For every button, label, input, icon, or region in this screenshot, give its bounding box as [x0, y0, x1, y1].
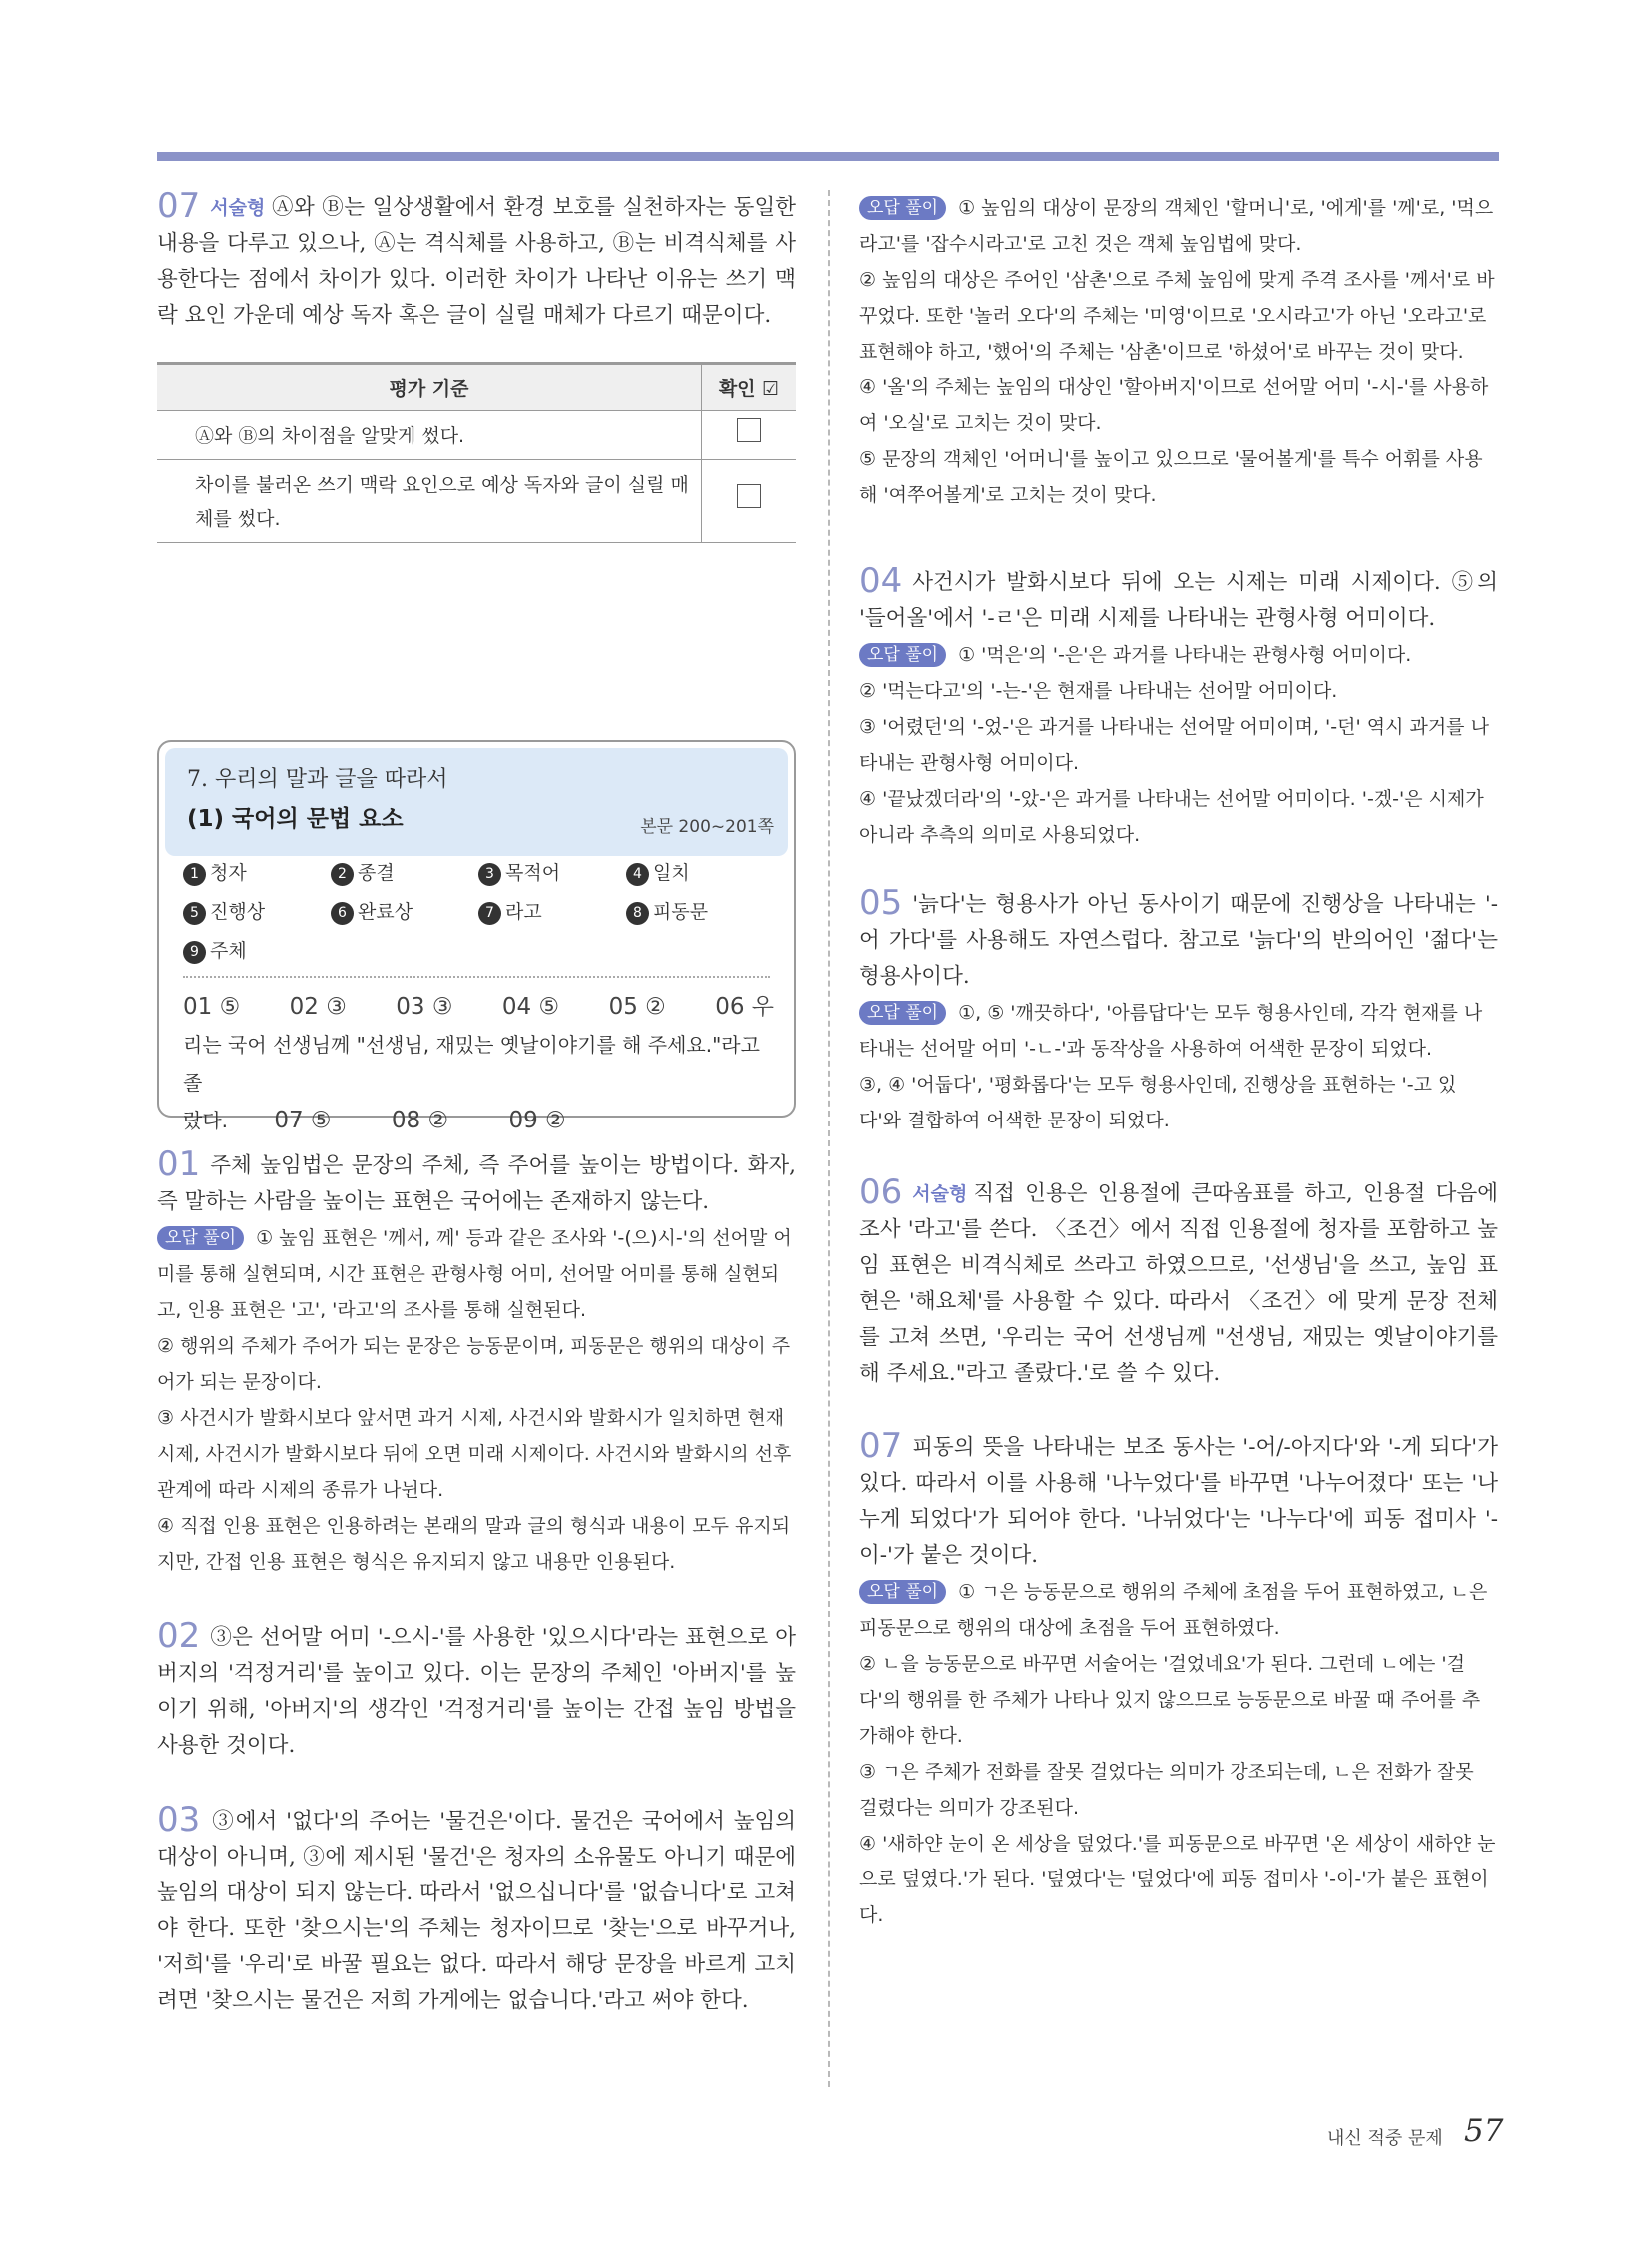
question-07-answer — [157, 186, 796, 334]
explanation-line: ② 높임의 대상은 주어인 '삼촌'으로 주체 높임에 맞게 주격 조사를 '께서'로 바꾸었다. 또한 '놀러 오다'의 주체는 '미영'이므로 '오시라고'가 아닌 '오라고'로 표현해야 하고, '했어'의 주체는 '삼촌'이므로 '하셨어'로 바꾸는 것이 맞다. — [859, 269, 1495, 363]
question-07-answer — [859, 1426, 1498, 1574]
answer-02: 02 ③ — [289, 994, 347, 1020]
answer-06: 06 우 — [715, 994, 774, 1020]
answer-text: 사건시가 발화시보다 뒤에 오는 시제는 미래 시제이다. ⑤의 '들어올'에서 '-ㄹ'은 미래 시제를 나타내는 관형사형 어미이다. — [859, 570, 1498, 631]
answer-text: ③은 선어말 어미 '-으시-'를 사용한 '있으시다'라는 표현으로 아버지의 '걱정거리'를 높이고 있다. 이는 문장의 주체인 '아버지'를 높이기 위해, '아버지'의 생각인 '걱정거리'를 높이는 간접 높임 방법을 사용한 것이다. — [157, 1625, 796, 1758]
explanation-line: ④ 직접 인용 표현은 인용하려는 본래의 말과 글의 형식과 내용이 모두 유지되지만, 간접 인용 표현은 형식은 유지되지 않고 내용만 인용된다. — [157, 1515, 791, 1573]
explanation-line: ② ㄴ을 능동문으로 바꾸면 서술어는 '걸었네요'가 된다. 그런데 ㄴ에는 '걸다'의 행위를 한 주체가 나타나 있지 않으므로 능동문으로 바꿀 때 주어를 추가해야 한다. — [859, 1653, 1481, 1747]
page-number: 57 — [1464, 2113, 1504, 2149]
answer-09: 09 ② — [508, 1108, 566, 1133]
wrong-answer-explanation — [157, 1220, 796, 1580]
question-03-answer — [157, 1800, 796, 2019]
term-item: 9 주체 — [183, 936, 247, 964]
answer-text: 피동의 뜻을 나타내는 보조 동사는 '-어/-아지다'와 '-게 되다'가 있다. 따라서 이를 사용해 '나누었다'를 바꾸면 '나누어졌다' 또는 '나누게 되었다'가 되어야 한다. '나뉘었다'는 '나누다'에 피동 접미사 '-이-'가 붙은 것이다. — [859, 1435, 1498, 1568]
chapter-title: 7. 우리의 말과 글을 따라서 — [187, 767, 448, 792]
explanation-line: ⑤ 문장의 객체인 '어머니'를 높이고 있으므로 '물어볼게'를 특수 어휘를 사용해 '여쭈어볼게'로 고치는 것이 맞다. — [859, 448, 1483, 506]
question-05-answer — [859, 883, 1498, 995]
question-number: 07 — [859, 1426, 903, 1466]
question-01-answer — [157, 1144, 796, 1220]
explanation-line: ④ '끝났겠더라'의 '-았-'은 과거를 나타내는 선어말 어미이다. '-겠-'은 시제가 아니라 추측의 의미로 사용되었다. — [859, 788, 1484, 846]
explanation-line: ② 행위의 주체가 주어가 되는 문장은 능동문이며, 피동문은 행위의 대상이 주어가 되는 문장이다. — [157, 1335, 791, 1393]
column-divider — [828, 190, 830, 2087]
essay-tag: 서술형 — [210, 197, 266, 219]
evaluation-table — [157, 362, 796, 543]
question-number: 03 — [157, 1800, 201, 1840]
question-number: 05 — [859, 883, 903, 923]
answer-text: 주체 높임법은 문장의 주체, 즉 주어를 높이는 방법이다. 화자, 즉 말하는 사람을 높이는 표현은 국어에는 존재하지 않는다. — [157, 1153, 796, 1214]
question-04-answer — [859, 561, 1498, 637]
answer-text: '늙다'는 형용사가 아닌 동사이기 때문에 진행상을 나타내는 '-어 가다'를 사용해도 자연스럽다. 참고로 '늙다'의 반의어인 '젊다'는 형용사이다. — [859, 892, 1498, 989]
explanation-line: ① 높임의 대상이 문장의 객체인 '할머니'로, '에게'를 '께'로, '먹으라고'를 '잡수시라고'로 고친 것은 객체 높임법에 맞다. — [859, 197, 1494, 255]
answer-text: ③에서 '없다'의 주어는 '물건은'이다. 물건은 국어에서 높임의 대상이 아니며, ③에 제시된 '물건'은 청자의 소유물도 아니기 때문에 높임의 대상이 되지 않는다. 따라서 '없으십니다'를 '없습니다'로 고쳐야 한다. 또한 '찾으시는'의 주체는 청자이므로 '찾는'으로 바꾸거나, '저희'를 '우리'로 바꿀 필요는 없다. 따라서 해당 문장을 바르게 고치려면 '찾으시는 물건은 저희 가게에는 없습니다.'라고 써야 한다. — [157, 1809, 796, 2013]
explanation-line: ① ㄱ은 능동문으로 행위의 주체에 초점을 두어 표현하였고, ㄴ은 피동문으로 행위의 대상에 초점을 두어 표현하였다. — [859, 1581, 1488, 1639]
answer-key — [183, 988, 774, 1139]
criteria-cell: Ⓐ와 Ⓑ의 차이점을 알맞게 썼다. — [157, 411, 702, 460]
wrong-answer-badge: 오답 풀이 — [859, 643, 946, 667]
explanation-line: ④ '올'의 주체는 높임의 대상인 '할아버지'이므로 선어말 어미 '-시-'를 사용하여 '오실'로 고치는 것이 맞다. — [859, 376, 1489, 434]
question-number: 01 — [157, 1144, 201, 1184]
term-item: 8 피동문 — [626, 897, 708, 925]
answer-text: Ⓐ와 Ⓑ는 일상생활에서 환경 보호를 실천하자는 동일한 내용을 다루고 있으나, Ⓐ는 격식체를 사용하고, Ⓑ는 비격식체를 사용한다는 점에서 차이가 있다. 이러한 차이가 나타난 이유는 쓰기 맥락 요인 가운데 예상 독자 혹은 글이 실릴 매체가 다르기 때문이다. — [157, 195, 796, 328]
criteria-cell: 차이를 불러온 쓰기 맥락 요인으로 예상 독자와 글이 실릴 매체를 썼다. — [157, 460, 702, 543]
check-header: 확인 ☑ — [702, 364, 797, 411]
essay-tag: 서술형 — [912, 1183, 968, 1205]
explanation-line: ①, ⑤ '깨끗하다', '아름답다'는 모두 형용사인데, 각각 현재를 나타내는 선어말 어미 '-ㄴ-'과 동작상을 사용하여 어색한 문장이 되었다. — [859, 1002, 1483, 1060]
right-column — [859, 190, 1498, 1933]
term-item: 7 라고 — [478, 897, 542, 925]
table-row — [157, 411, 796, 460]
answer-text: 직접 인용은 인용절에 큰따옴표를 하고, 인용절 다음에 조사 '라고'를 쓴다. 〈조건〉에서 직접 인용절에 청자를 포함하고 높임 표현은 비격식체로 쓰라고 하였으므로, '선생님'을 쓰고, 높임 표현은 '해요체'를 사용할 수 있다. 따라서 〈조건〉에 맞게 문장 전체를 고쳐 쓰면, '우리는 국어 선생님께 "선생님, 재밌는 옛날이야기를 해 주세요."라고 졸랐다.'로 쓸 수 있다. — [859, 1181, 1498, 1386]
explanation-line: ② '먹는다고'의 '-는-'은 현재를 나타내는 선어말 어미이다. — [859, 680, 1338, 702]
wrong-answer-badge: 오답 풀이 — [157, 1226, 244, 1250]
question-03-wrong-answer — [859, 190, 1498, 513]
term-item: 3 목적어 — [478, 858, 560, 886]
answer-05: 05 ② — [608, 994, 666, 1020]
explanation-line: ③ 사건시가 발화시보다 앞서면 과거 시제, 사건시와 발화시가 일치하면 현재 시제, 사건시가 발화시보다 뒤에 오면 미래 시제이다. 사건시와 발화시의 선후 관계에 따라 시제의 종류가 나뉜다. — [157, 1407, 792, 1501]
answer-04: 04 ⑤ — [501, 994, 560, 1020]
page-reference: 본문 200~201쪽 — [640, 817, 774, 837]
criteria-header: 평가 기준 — [157, 364, 702, 411]
explanation-line: ③ '어렸던'의 '-었-'은 과거를 나타내는 선어말 어미이며, '-던' 역시 과거를 나타내는 관형사형 어미이다. — [859, 716, 1489, 774]
box-header — [165, 748, 788, 856]
left-column — [157, 186, 796, 543]
question-04-wrong-answer — [859, 637, 1498, 853]
answer-08: 08 ② — [391, 1108, 449, 1133]
term-item: 4 일치 — [626, 858, 690, 886]
answer-01: 01 ⑤ — [183, 994, 241, 1020]
question-number: 06 — [859, 1172, 903, 1212]
wrong-answer-badge: 오답 풀이 — [859, 1001, 946, 1025]
table-row — [157, 460, 796, 543]
check-box[interactable] — [737, 484, 761, 508]
term-item: 5 진행상 — [183, 897, 265, 925]
question-02-answer — [157, 1616, 796, 1764]
section-title: (1) 국어의 문법 요소 — [187, 806, 404, 832]
explanation-line: ③, ④ '어둡다', '평화롭다'는 모두 형용사인데, 진행상을 표현하는 '-고 있다'와 결합하여 어색한 문장이 되었다. — [859, 1074, 1457, 1131]
question-number: 02 — [157, 1616, 201, 1656]
term-item: 6 완료상 — [331, 897, 413, 925]
wrong-answer-badge: 오답 풀이 — [859, 1580, 946, 1604]
explanation-line: ④ '새하얀 눈이 온 세상을 덮었다.'를 피동문으로 바꾸면 '온 세상이 새하얀 눈으로 덮였다.'가 된다. '덮였다'는 '덮었다'에 피동 접미사 '-이-'가 붙은 표현이다. — [859, 1833, 1496, 1926]
question-07-wrong-answer — [859, 1574, 1498, 1933]
term-item: 2 종결 — [331, 858, 395, 886]
footer-section-label: 내신 적중 문제 — [1327, 2128, 1443, 2149]
answer-07: 07 ⑤ — [274, 1108, 332, 1133]
answer-summary-box — [157, 740, 796, 1133]
answer-06-continued: 리는 국어 선생님께 "선생님, 재밌는 옛날이야기를 해 주세요."라고 졸 — [183, 1033, 760, 1095]
term-item: 1 청자 — [183, 858, 247, 886]
question-05-wrong-answer — [859, 995, 1498, 1138]
question-06-answer — [859, 1172, 1498, 1392]
check-box[interactable] — [737, 418, 761, 442]
dotted-separator — [183, 976, 770, 978]
question-number: 07 — [157, 186, 201, 226]
explanation-line: ① 높임 표현은 '께서, 께' 등과 같은 조사와 '-(으)시-'의 선어말 어미를 통해 실현되며, 시간 표현은 관형사형 어미, 선어말 어미를 통해 실현되고, 인용 표현은 '고', '라고'의 조사를 통해 실현된다. — [157, 1227, 792, 1321]
explanation-line: ③ ㄱ은 주체가 전화를 잘못 걸었다는 의미가 강조되는데, ㄴ은 전화가 잘못 걸렸다는 의미가 강조된다. — [859, 1761, 1474, 1819]
answer-06-tail: 랐다. — [183, 1109, 228, 1132]
top-rule — [157, 152, 1499, 161]
left-column-lower — [157, 1144, 796, 2019]
answer-03: 03 ③ — [396, 994, 453, 1020]
explanation-line: ① '먹은'의 '-은'은 과거를 나타내는 관형사형 어미이다. — [958, 644, 1412, 666]
question-number: 04 — [859, 561, 903, 601]
wrong-answer-badge: 오답 풀이 — [859, 196, 946, 220]
